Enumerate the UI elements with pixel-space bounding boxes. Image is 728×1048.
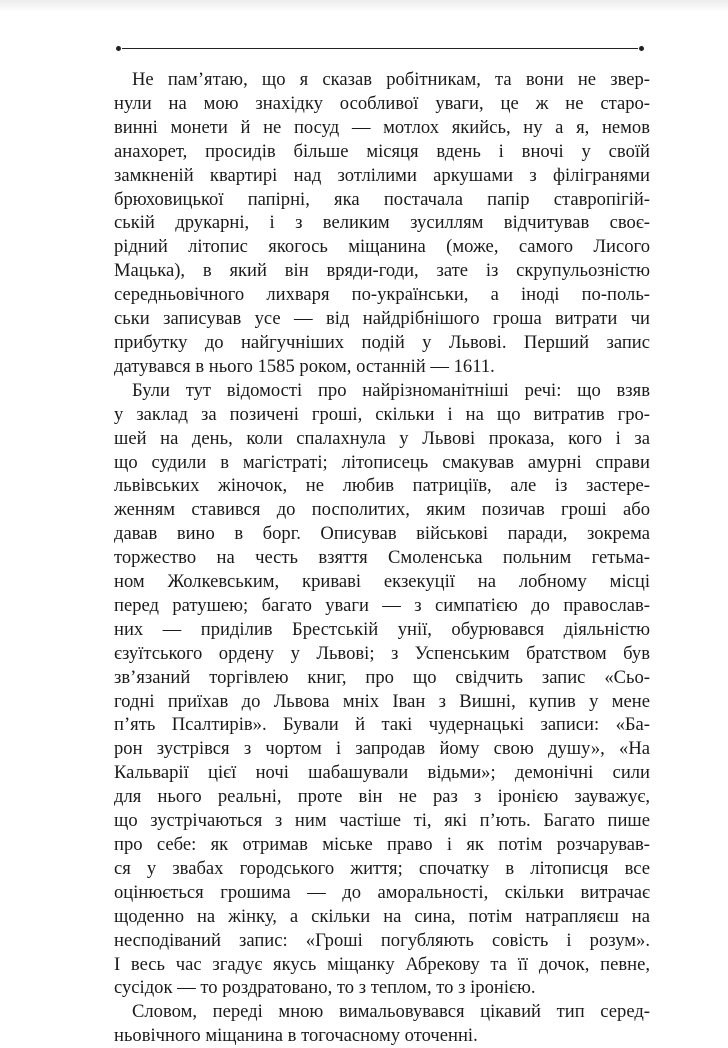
header-rule <box>116 46 644 52</box>
paragraph <box>114 68 650 379</box>
viewer-top-edge <box>0 0 728 12</box>
text-line: у заклад за позичені гроші, скільки і на що витратив гро- <box>114 403 650 425</box>
text-line: зв’язаний торгівлею книг, про що свідчить запис «Сьо- <box>114 666 650 688</box>
text-line: нули на мою знахідку особливої уваги, це ж не старо- <box>114 92 650 114</box>
text-line: рон зустрівся з чортом і запродав йому свою душу», «На <box>114 738 650 760</box>
text-line: для нього реальні, проте він не раз з іронією зауважує, <box>114 786 650 808</box>
text-line: ськи записував усе — від найдрібнішого гроша витрати чи <box>114 308 650 330</box>
text-line: ся у звабах городського життя; спочатку в літописця все <box>114 857 650 879</box>
text-line: сусідок — то роздратовано, то з теплом, то з іронією. <box>114 977 536 999</box>
text-line: що судили в магістраті; літописець смакував амурні справи <box>114 451 650 473</box>
text-line: що зустрічаються з ним частіше ті, які п’ють. Багато пише <box>114 810 650 832</box>
text-line: давав вино в борг. Описував військові паради, зокрема <box>114 523 650 545</box>
text-line: годні приїхав до Львова мніх Іван з Вишні, купив у мене <box>114 690 650 712</box>
paragraph <box>114 1000 650 1048</box>
rule-line <box>122 48 638 49</box>
text-line: Не пам’ятаю, що я сказав робітникам, та вони не звер- <box>132 69 650 90</box>
text-line: ській друкарні, і з великим зусиллям відчитував своє- <box>114 212 650 234</box>
paragraph <box>114 379 650 1001</box>
text-line: середньовічного лихваря по-українськи, а іноді по-поль- <box>114 284 650 306</box>
text-line: рідний літопис якогось міщанина (може, самого Лисого <box>114 236 650 258</box>
text-line: про себе: як отримав міське право і як потім розчарував- <box>114 834 650 855</box>
text-line: І весь час згадує якусь міщанку Абрекову та її дочок, певне, <box>114 953 650 975</box>
text-line: брюховицької папірні, яка постачала папір ставропігій- <box>114 188 650 210</box>
text-line: п’ять Псалтирів». Бували й такі чудернацькі записи: «Ба- <box>114 714 650 736</box>
text-line: щоденно на жінку, а скільки на сина, потім натрапляєш на <box>114 905 650 927</box>
text-line: датувався в нього 1585 роком, останній — 1611. <box>114 355 495 377</box>
text-line: анахорет, просидів більше місяця вдень і вночі у своїй <box>114 140 650 162</box>
text-line: замкненій квартирі над зотлілими аркушами з філігранями <box>114 164 650 186</box>
text-line: оцінюється грошима — до аморальності, скільки витрачає <box>114 881 650 903</box>
rule-dot-left <box>116 46 121 51</box>
text-line: ньовічного міщанина в тогочасному оточенні. <box>114 1025 478 1047</box>
text-line: Словом, переді мною вимальовувався цікавий тип серед- <box>132 1001 650 1023</box>
page-body-text <box>114 68 650 1048</box>
text-line: торжество на честь взяття Смоленська польним гетьма- <box>114 547 650 569</box>
text-line: Були тут відомості про найрізноманітніші речі: що взяв <box>132 379 650 401</box>
text-line: львівських жіночок, не любив патриціїв, але із застере- <box>114 475 650 497</box>
text-line: єзуїтського ордену у Львові; з Успенським братством був <box>114 642 650 664</box>
text-line: перед ратушею; багато уваги — з симпатією до православ- <box>114 594 650 616</box>
text-line: прибутку до найгучніших подій у Львові. Перший запис <box>114 331 650 353</box>
text-line: Кальварії цієї ночі шабашували відьми»; демонічні сили <box>114 762 650 784</box>
text-line: винні монети й не посуд — мотлох якийсь, ну а я, немов <box>114 116 650 138</box>
text-line: несподіваний запис: «Гроші погубляють совість і розум». <box>114 929 650 951</box>
text-line: Мацька), в який він вряди-годи, зате із скрупульозністю <box>114 260 650 282</box>
text-line: них — приділив Брестській унії, обурювався діяльністю <box>114 618 650 640</box>
text-line: шей на день, коли спалахнула у Львові проказа, кого і за <box>114 427 650 449</box>
text-line: ном Жолкевським, криваві екзекуції на лобному місці <box>114 571 650 593</box>
rule-dot-right <box>639 46 644 51</box>
text-line: женням ставився до посполитих, яким позичав гроші або <box>114 499 650 521</box>
